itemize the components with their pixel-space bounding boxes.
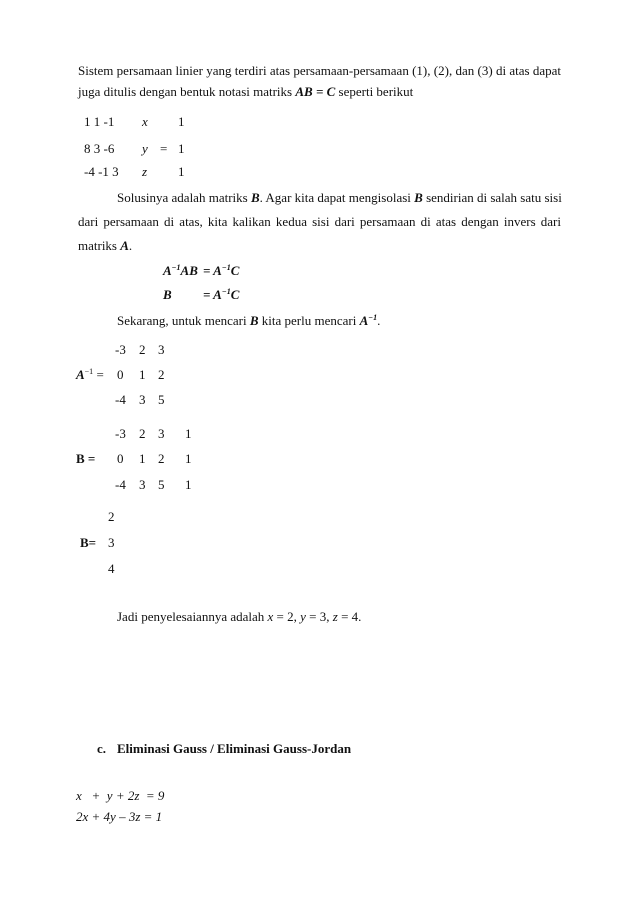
system-row-2-var: y bbox=[142, 141, 148, 156]
bp-r3c4: 1 bbox=[185, 477, 192, 492]
bp-r2c4: 1 bbox=[185, 451, 192, 466]
inv-r2c1: 0 bbox=[117, 367, 124, 382]
bp-r3c3: 5 bbox=[158, 477, 165, 492]
intro-line-2: juga ditulis dengan bentuk notasi matriks AB = C seperti berikut bbox=[78, 84, 414, 99]
system-row-3-var: z bbox=[142, 164, 148, 179]
bp-r1c1: -3 bbox=[115, 426, 126, 441]
inv-r2c3: 2 bbox=[158, 367, 165, 382]
solution-line-2: dari persamaan di atas, kita kalikan kedua sisi dari persamaan di atas dengan invers dari bbox=[78, 214, 561, 229]
derivation-row-2-rhs: = $A^{-1}C$ bbox=[203, 287, 240, 302]
bp-r1c2: 2 bbox=[139, 426, 146, 441]
inv-r3c1: -4 bbox=[115, 392, 126, 407]
bp-r1c3: 3 bbox=[158, 426, 165, 441]
inv-r3c3: 5 bbox=[158, 392, 165, 407]
bp-r1c4: 1 bbox=[185, 426, 192, 441]
b-result-1: 2 bbox=[108, 509, 115, 524]
b-result-3: 4 bbox=[108, 561, 115, 576]
system-row-1-const: 1 bbox=[178, 114, 185, 129]
equation-2: 2x + 4y – 3z = 1 bbox=[76, 809, 163, 824]
inv-r2c2: 1 bbox=[139, 367, 146, 382]
system-row-3-const: 1 bbox=[178, 164, 185, 179]
derivation-row-2-lhs: B bbox=[163, 287, 172, 302]
inv-r3c2: 3 bbox=[139, 392, 146, 407]
bp-r2c2: 1 bbox=[139, 451, 146, 466]
system-row-2-coeffs: 8 3 -6 bbox=[84, 141, 115, 156]
inverse-intro: Sekarang, untuk mencari B kita perlu mencari $A^{-1}$. bbox=[117, 313, 381, 328]
section-c-title: Eliminasi Gauss / Eliminasi Gauss-Jordan bbox=[117, 741, 352, 756]
matrix-notation: AB = C bbox=[295, 84, 336, 99]
bp-r3c1: -4 bbox=[115, 477, 126, 492]
b-product-label: B = bbox=[76, 451, 96, 466]
section-c-marker: c. bbox=[97, 741, 107, 756]
intro-line-1: Sistem persamaan linier yang terdiri atas persamaan-persamaan (1), (2), dan (3) di atas dapat bbox=[78, 63, 561, 78]
system-row-2-const: 1 bbox=[178, 141, 185, 156]
b-result-2: 3 bbox=[108, 535, 115, 550]
system-row-1-coeffs: 1 1 -1 bbox=[84, 114, 115, 129]
derivation-row-1-rhs: = $A^{-1}C$ bbox=[203, 263, 240, 278]
system-row-1-var: x bbox=[142, 114, 148, 129]
bp-r2c1: 0 bbox=[117, 451, 124, 466]
solution-line-1: Solusinya adalah matriks B. Agar kita dapat mengisolasi B sendirian di salah satu sisi bbox=[117, 190, 562, 205]
inv-r1c3: 3 bbox=[158, 342, 165, 357]
system-equals: = bbox=[160, 141, 168, 156]
bp-r3c2: 3 bbox=[139, 477, 146, 492]
inv-r1c2: 2 bbox=[139, 342, 146, 357]
bp-r2c3: 2 bbox=[158, 451, 165, 466]
derivation-row-1-lhs: $A^{-1}AB$ bbox=[163, 263, 198, 278]
equation-1: x + y + 2z = 9 bbox=[76, 788, 165, 803]
system-row-3-coeffs: -4 -1 3 bbox=[84, 164, 119, 179]
inverse-matrix-label: $A^{-1}$ = bbox=[76, 367, 104, 382]
b-result-label: B= bbox=[80, 535, 97, 550]
conclusion: Jadi penyelesaiannya adalah x = 2, y = 3, z = 4. bbox=[117, 609, 362, 624]
solution-line-3: matriks A. bbox=[78, 238, 133, 253]
inv-r1c1: -3 bbox=[115, 342, 126, 357]
